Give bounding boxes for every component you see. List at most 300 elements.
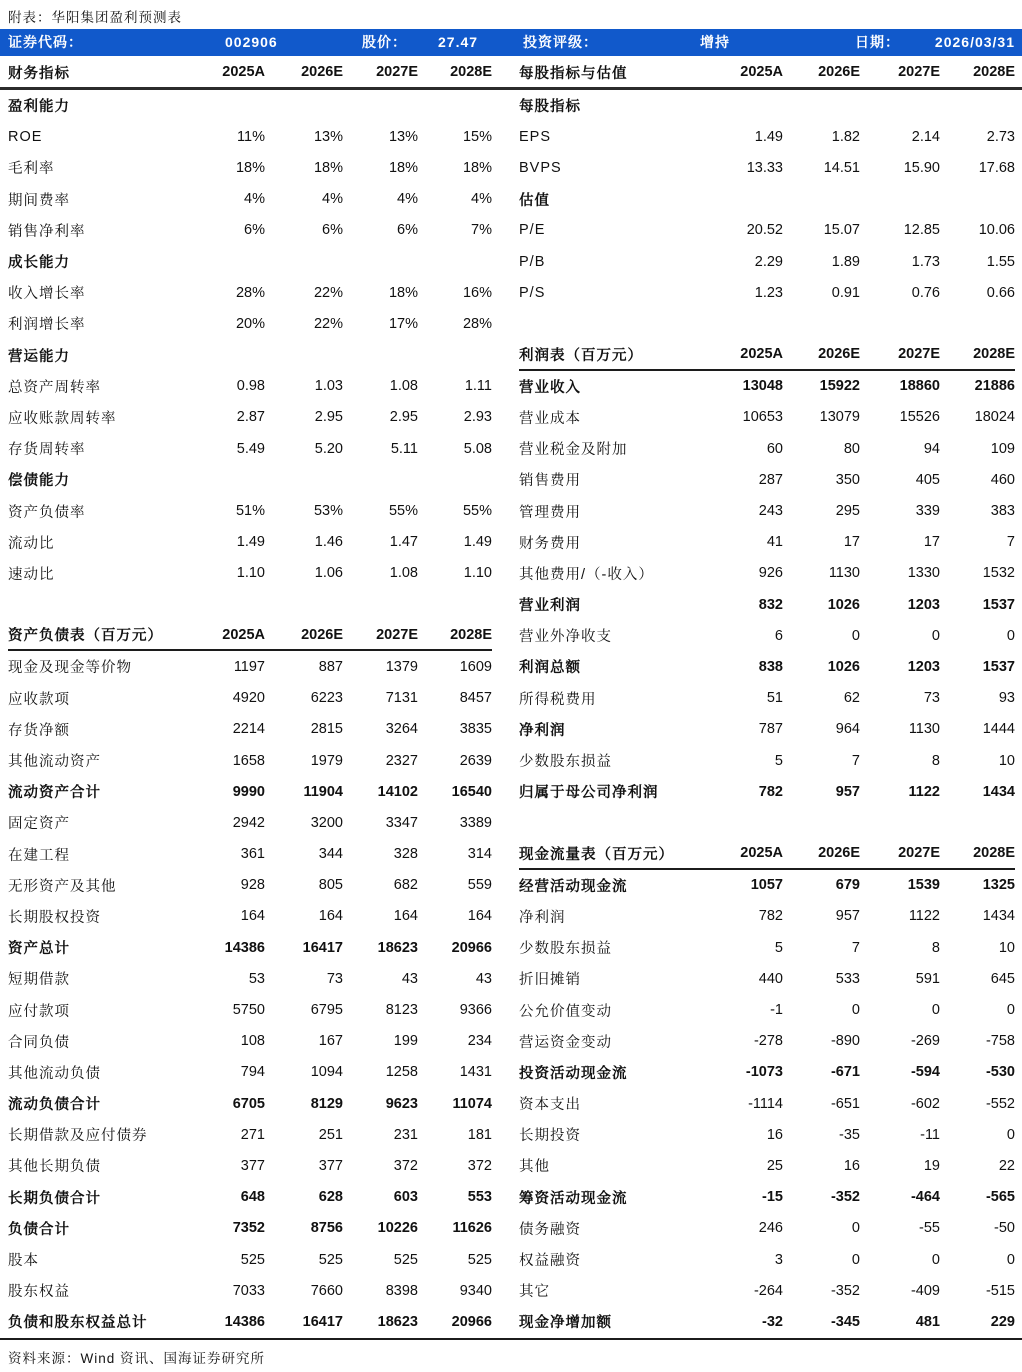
row-value: 10 <box>998 752 1015 769</box>
year-header: 2028E <box>973 64 1015 80</box>
section-title-row <box>8 464 492 495</box>
table-section-header-row <box>519 839 1015 870</box>
row-value: 5750 <box>232 1002 265 1019</box>
row-label: 资产总计 <box>8 941 70 958</box>
row-value: 1.47 <box>389 534 418 551</box>
table-row <box>519 464 1015 495</box>
row-value: 1122 <box>908 783 940 800</box>
row-value: 1130 <box>828 565 860 582</box>
row-value: 17 <box>923 534 940 551</box>
table-row <box>519 1182 1015 1213</box>
row-value: 648 <box>240 1189 265 1206</box>
row-value: 2028E <box>450 626 492 643</box>
row-value: 1532 <box>982 565 1015 582</box>
row-value: 7660 <box>310 1282 343 1299</box>
row-value: 838 <box>758 658 783 675</box>
row-label: P/B <box>519 253 546 270</box>
table-row <box>8 1057 492 1088</box>
row-value: 16 <box>766 1126 783 1143</box>
row-value: 243 <box>758 503 783 520</box>
row-value: 20966 <box>451 1313 492 1330</box>
row-label: 应收账款周转率 <box>8 410 117 427</box>
row-value: -515 <box>985 1282 1015 1299</box>
row-label: 合同负债 <box>8 1034 70 1051</box>
row-value: 1.03 <box>314 378 343 395</box>
row-value: 1026 <box>827 596 860 613</box>
row-label: 债务融资 <box>519 1221 581 1238</box>
row-value: 0.91 <box>831 284 860 301</box>
row-value: 164 <box>318 908 343 925</box>
row-value: 1057 <box>750 877 783 894</box>
table-row <box>519 152 1015 183</box>
row-value: 181 <box>467 1126 492 1143</box>
row-label: 管理费用 <box>519 504 581 521</box>
table-row <box>519 870 1015 901</box>
row-value: 10226 <box>377 1220 418 1237</box>
row-value: 14102 <box>377 783 418 800</box>
row-value: 15.90 <box>903 159 940 176</box>
table-row <box>519 402 1015 433</box>
table-row <box>519 683 1015 714</box>
row-value: 15.07 <box>823 222 860 239</box>
table-row <box>8 152 492 183</box>
row-value: 314 <box>467 846 492 863</box>
row-value: -602 <box>910 1095 940 1112</box>
row-value: 10.06 <box>978 222 1015 239</box>
row-value: 787 <box>758 721 783 738</box>
table-bottom-rule <box>0 1338 1022 1340</box>
table-row <box>519 714 1015 745</box>
table-row <box>8 308 492 339</box>
row-label: 速动比 <box>8 566 55 583</box>
row-value: 361 <box>240 846 265 863</box>
row-value: 0 <box>1006 1126 1015 1143</box>
row-value: 20% <box>235 315 265 332</box>
row-value: 460 <box>990 471 1015 488</box>
row-value: 11904 <box>303 783 343 800</box>
table-row <box>8 839 492 870</box>
row-label: 盈利能力 <box>8 99 70 116</box>
row-value: 525 <box>467 1251 492 1268</box>
row-value: 682 <box>393 877 418 894</box>
row-value: -890 <box>830 1033 860 1050</box>
row-value: 1539 <box>907 877 940 894</box>
row-value: 10653 <box>742 409 783 426</box>
row-label: ROE <box>8 128 43 145</box>
row-value: 20.52 <box>746 222 783 239</box>
row-value: 60 <box>766 440 783 457</box>
row-value: 287 <box>758 471 783 488</box>
row-value: 832 <box>758 596 783 613</box>
row-value: 19 <box>923 1157 940 1174</box>
row-value: 0 <box>1006 627 1015 644</box>
row-value: 93 <box>998 690 1015 707</box>
table-row <box>519 1275 1015 1306</box>
year-header: 2027E <box>376 64 418 80</box>
row-value: 0.76 <box>911 284 940 301</box>
row-value: 109 <box>990 440 1015 457</box>
row-label: 折旧摊销 <box>519 972 581 989</box>
spacer-row <box>8 589 492 620</box>
row-label: 负债合计 <box>8 1221 70 1238</box>
row-value: 1431 <box>459 1064 492 1081</box>
table-row <box>519 215 1015 246</box>
row-value: 11626 <box>452 1220 492 1237</box>
row-value: 1.10 <box>236 565 265 582</box>
row-value: 1026 <box>827 658 860 675</box>
row-value: 18% <box>313 159 343 176</box>
row-label: 其他长期负债 <box>8 1159 101 1176</box>
row-value: -565 <box>985 1189 1015 1206</box>
row-value: 53% <box>313 503 343 520</box>
row-value: 8129 <box>310 1095 343 1112</box>
row-value: 21886 <box>974 378 1015 395</box>
row-value: 2.87 <box>236 409 265 426</box>
row-label: 长期投资 <box>519 1128 581 1145</box>
row-value: 8 <box>931 752 940 769</box>
row-value: 2026E <box>301 626 343 643</box>
row-value: 18623 <box>377 1313 418 1330</box>
row-value: 928 <box>240 877 265 894</box>
row-value: 2.14 <box>911 128 940 145</box>
row-value: 6% <box>397 222 418 239</box>
table-row <box>519 246 1015 277</box>
year-header: 2028E <box>450 64 492 80</box>
row-value: 372 <box>393 1157 418 1174</box>
row-value: 377 <box>318 1157 343 1174</box>
row-value: 805 <box>318 877 343 894</box>
row-value: 295 <box>835 503 860 520</box>
row-value: 17% <box>388 315 418 332</box>
row-value: 18% <box>388 159 418 176</box>
row-label: 总资产周转率 <box>8 379 101 396</box>
row-value: 51 <box>766 690 783 707</box>
table-row <box>519 745 1015 776</box>
row-value: 13% <box>388 128 418 145</box>
right-header-title: 每股指标与估值 <box>519 65 628 82</box>
table-row <box>519 1026 1015 1057</box>
row-value: 645 <box>990 970 1015 987</box>
row-label: 应付款项 <box>8 1003 70 1020</box>
section-title-row <box>519 184 1015 215</box>
row-value: 9990 <box>232 783 265 800</box>
row-value: -50 <box>994 1220 1015 1237</box>
section-title-row <box>8 90 492 121</box>
row-value: 0 <box>1006 1251 1015 1268</box>
table-row <box>8 527 492 558</box>
row-value: 14.51 <box>823 159 860 176</box>
row-value: 234 <box>467 1033 492 1050</box>
table-row <box>519 651 1015 682</box>
row-value: 15526 <box>899 409 940 426</box>
row-value: 794 <box>240 1064 265 1081</box>
row-label: 存货净额 <box>8 722 70 739</box>
row-label: 无形资产及其他 <box>8 878 117 895</box>
table-row <box>8 932 492 963</box>
year-header: 2026E <box>301 64 343 80</box>
row-value: 328 <box>393 846 418 863</box>
row-value: -1114 <box>748 1095 783 1112</box>
row-value: 2028E <box>973 346 1015 363</box>
row-value: 1203 <box>907 658 940 675</box>
table-row <box>8 558 492 589</box>
page-title: 附表：华阳集团盈利预测表 <box>8 10 182 25</box>
row-value: 7% <box>471 222 492 239</box>
row-label: 期间费率 <box>8 192 70 209</box>
table-row <box>8 1275 492 1306</box>
row-value: 4% <box>471 191 492 208</box>
table-row <box>519 121 1015 152</box>
row-value: 16% <box>462 284 492 301</box>
table-row <box>519 558 1015 589</box>
column-header-band <box>0 57 1022 90</box>
row-value: 1325 <box>982 877 1015 894</box>
row-label: 营运能力 <box>8 348 70 365</box>
section-title-row <box>8 246 492 277</box>
row-label: 资产负债率 <box>8 504 86 521</box>
table-row <box>519 963 1015 994</box>
row-value: 6223 <box>310 690 343 707</box>
row-value: 1.08 <box>389 378 418 395</box>
row-value: 559 <box>467 877 492 894</box>
left-header-title: 财务指标 <box>8 65 70 82</box>
row-value: 1658 <box>232 752 265 769</box>
table-row <box>519 433 1015 464</box>
row-value: 344 <box>318 846 343 863</box>
row-value: 533 <box>835 970 860 987</box>
row-value: 782 <box>758 783 783 800</box>
row-value: -530 <box>985 1064 1015 1081</box>
row-value: 231 <box>393 1126 418 1143</box>
rating-value: 增持 <box>700 34 730 50</box>
table-row <box>8 1150 492 1181</box>
row-value: 16417 <box>302 1313 343 1330</box>
row-value: 53 <box>248 970 265 987</box>
row-value: 8123 <box>385 1002 418 1019</box>
row-label: 其他流动负债 <box>8 1065 101 1082</box>
table-row <box>519 527 1015 558</box>
row-value: 2942 <box>232 814 265 831</box>
row-value: 0.98 <box>236 378 265 395</box>
row-value: 1434 <box>982 908 1015 925</box>
row-value: 1258 <box>385 1064 418 1081</box>
row-value: 16417 <box>302 939 343 956</box>
row-value: -32 <box>762 1313 783 1330</box>
row-value: 7 <box>851 939 860 956</box>
row-label: 利润增长率 <box>8 317 86 334</box>
row-value: -35 <box>839 1126 860 1143</box>
row-label: 归属于母公司净利润 <box>519 785 659 802</box>
rating-label: 投资评级： <box>523 34 598 50</box>
row-value: 603 <box>393 1189 418 1206</box>
row-value: 3264 <box>385 721 418 738</box>
row-value: 13048 <box>742 378 783 395</box>
row-value: 1.49 <box>463 534 492 551</box>
row-value: 1197 <box>233 658 265 675</box>
table-row <box>519 1057 1015 1088</box>
row-value: 18% <box>462 159 492 176</box>
row-value: 2815 <box>310 721 343 738</box>
row-value: 926 <box>758 565 783 582</box>
row-value: 1.55 <box>986 253 1015 270</box>
table-row <box>8 1088 492 1119</box>
financial-tables <box>0 90 1022 1338</box>
table-row <box>8 215 492 246</box>
row-value: -11 <box>920 1126 940 1143</box>
row-label: 销售费用 <box>519 473 581 490</box>
row-value: 4% <box>322 191 343 208</box>
row-value: 9366 <box>459 1002 492 1019</box>
table-row <box>8 495 492 526</box>
row-label: 财务费用 <box>519 535 581 552</box>
table-row <box>8 745 492 776</box>
row-value: 9340 <box>459 1282 492 1299</box>
section-title-row <box>519 90 1015 121</box>
row-label: 应收款项 <box>8 691 70 708</box>
row-value: 525 <box>393 1251 418 1268</box>
row-value: 5.20 <box>314 440 343 457</box>
row-value: 525 <box>318 1251 343 1268</box>
row-value: 22 <box>998 1157 1015 1174</box>
row-value: 17 <box>843 534 860 551</box>
row-value: 16 <box>843 1157 860 1174</box>
row-value: -352 <box>830 1189 860 1206</box>
row-value: -409 <box>910 1282 940 1299</box>
row-label: 固定资产 <box>8 816 70 833</box>
year-header: 2025A <box>222 64 265 80</box>
row-value: 271 <box>240 1126 265 1143</box>
row-label: 其他流动资产 <box>8 754 101 771</box>
row-value: 62 <box>843 690 860 707</box>
row-label: 筹资活动现金流 <box>519 1190 628 1207</box>
row-value: 1979 <box>310 752 343 769</box>
stock-info-bar <box>0 29 1022 56</box>
row-value: -651 <box>830 1095 860 1112</box>
table-row <box>8 963 492 994</box>
row-value: 11% <box>237 128 265 145</box>
row-value: 339 <box>915 503 940 520</box>
row-label: 营业收入 <box>519 379 581 396</box>
table-row <box>8 184 492 215</box>
source-note: 资料来源：Wind 资讯、国海证券研究所 <box>8 1351 266 1366</box>
table-row <box>519 994 1015 1025</box>
row-value: 199 <box>393 1033 418 1050</box>
section-title-row <box>8 340 492 371</box>
row-value: 73 <box>923 690 940 707</box>
row-label: 投资活动现金流 <box>519 1065 628 1082</box>
row-value: -758 <box>985 1033 1015 1050</box>
row-value: 5.11 <box>390 440 418 457</box>
row-label: 偿债能力 <box>8 473 70 490</box>
row-value: 16540 <box>451 783 492 800</box>
row-value: -15 <box>762 1189 783 1206</box>
row-value: 8398 <box>385 1282 418 1299</box>
table-row <box>8 901 492 932</box>
table-row <box>8 1306 492 1337</box>
row-value: 251 <box>318 1126 343 1143</box>
row-label: 流动资产合计 <box>8 785 101 802</box>
row-label: P/E <box>519 222 546 239</box>
row-label: 资产负债表（百万元） <box>8 628 163 645</box>
row-value: 43 <box>475 970 492 987</box>
row-label: 营业成本 <box>519 410 581 427</box>
row-label: 股东权益 <box>8 1284 70 1301</box>
row-value: 80 <box>843 440 860 457</box>
row-value: 1379 <box>385 658 418 675</box>
row-value: 51% <box>235 503 265 520</box>
row-value: -278 <box>753 1033 783 1050</box>
row-value: 0 <box>851 627 860 644</box>
row-label: 其他费用/（-收入） <box>519 566 654 583</box>
row-value: -1 <box>770 1002 783 1019</box>
left-table <box>8 90 492 1338</box>
row-value: 13% <box>313 128 343 145</box>
row-value: 2027E <box>898 346 940 363</box>
row-value: 2025A <box>740 845 783 862</box>
table-row <box>8 870 492 901</box>
table-row <box>519 495 1015 526</box>
row-value: 0 <box>851 1220 860 1237</box>
row-value: -345 <box>830 1313 860 1330</box>
table-row <box>519 932 1015 963</box>
row-value: 2.95 <box>314 409 343 426</box>
row-value: 1.10 <box>463 565 492 582</box>
row-value: 41 <box>766 534 783 551</box>
row-value: 2025A <box>740 346 783 363</box>
row-value: 3835 <box>459 721 492 738</box>
row-value: 1.06 <box>314 565 343 582</box>
row-value: 6795 <box>310 1002 343 1019</box>
row-value: 553 <box>467 1189 492 1206</box>
row-label: 现金及现金等价物 <box>8 660 132 677</box>
row-label: 营运资金变动 <box>519 1034 612 1051</box>
row-value: 1.82 <box>831 128 860 145</box>
row-value: 3 <box>774 1251 783 1268</box>
row-label: 营业税金及附加 <box>519 442 628 459</box>
row-value: 957 <box>835 908 860 925</box>
row-value: 17.68 <box>978 159 1015 176</box>
row-value: 2327 <box>385 752 418 769</box>
row-value: 55% <box>462 503 492 520</box>
row-value: 108 <box>240 1033 265 1050</box>
row-value: 3347 <box>385 814 418 831</box>
row-value: 11074 <box>452 1095 492 1112</box>
year-header: 2027E <box>898 64 940 80</box>
table-row <box>8 651 492 682</box>
table-row <box>519 1213 1015 1244</box>
row-value: 6% <box>322 222 343 239</box>
row-value: 0 <box>931 1251 940 1268</box>
table-row <box>8 1026 492 1057</box>
row-value: 2.93 <box>463 409 492 426</box>
row-value: 7033 <box>232 1282 265 1299</box>
row-value: 22% <box>313 284 343 301</box>
row-value: 782 <box>758 908 783 925</box>
row-value: 1094 <box>310 1064 343 1081</box>
table-row <box>8 371 492 402</box>
table-row <box>519 1150 1015 1181</box>
row-value: -352 <box>830 1282 860 1299</box>
row-value: 18% <box>235 159 265 176</box>
row-value: 229 <box>990 1313 1015 1330</box>
table-row <box>519 1119 1015 1150</box>
row-value: 18024 <box>974 409 1015 426</box>
row-value: 1.49 <box>754 128 783 145</box>
row-label: 利润表（百万元） <box>519 347 643 364</box>
row-value: 1203 <box>907 596 940 613</box>
row-value: 9623 <box>385 1095 418 1112</box>
row-value: 6 <box>774 627 783 644</box>
